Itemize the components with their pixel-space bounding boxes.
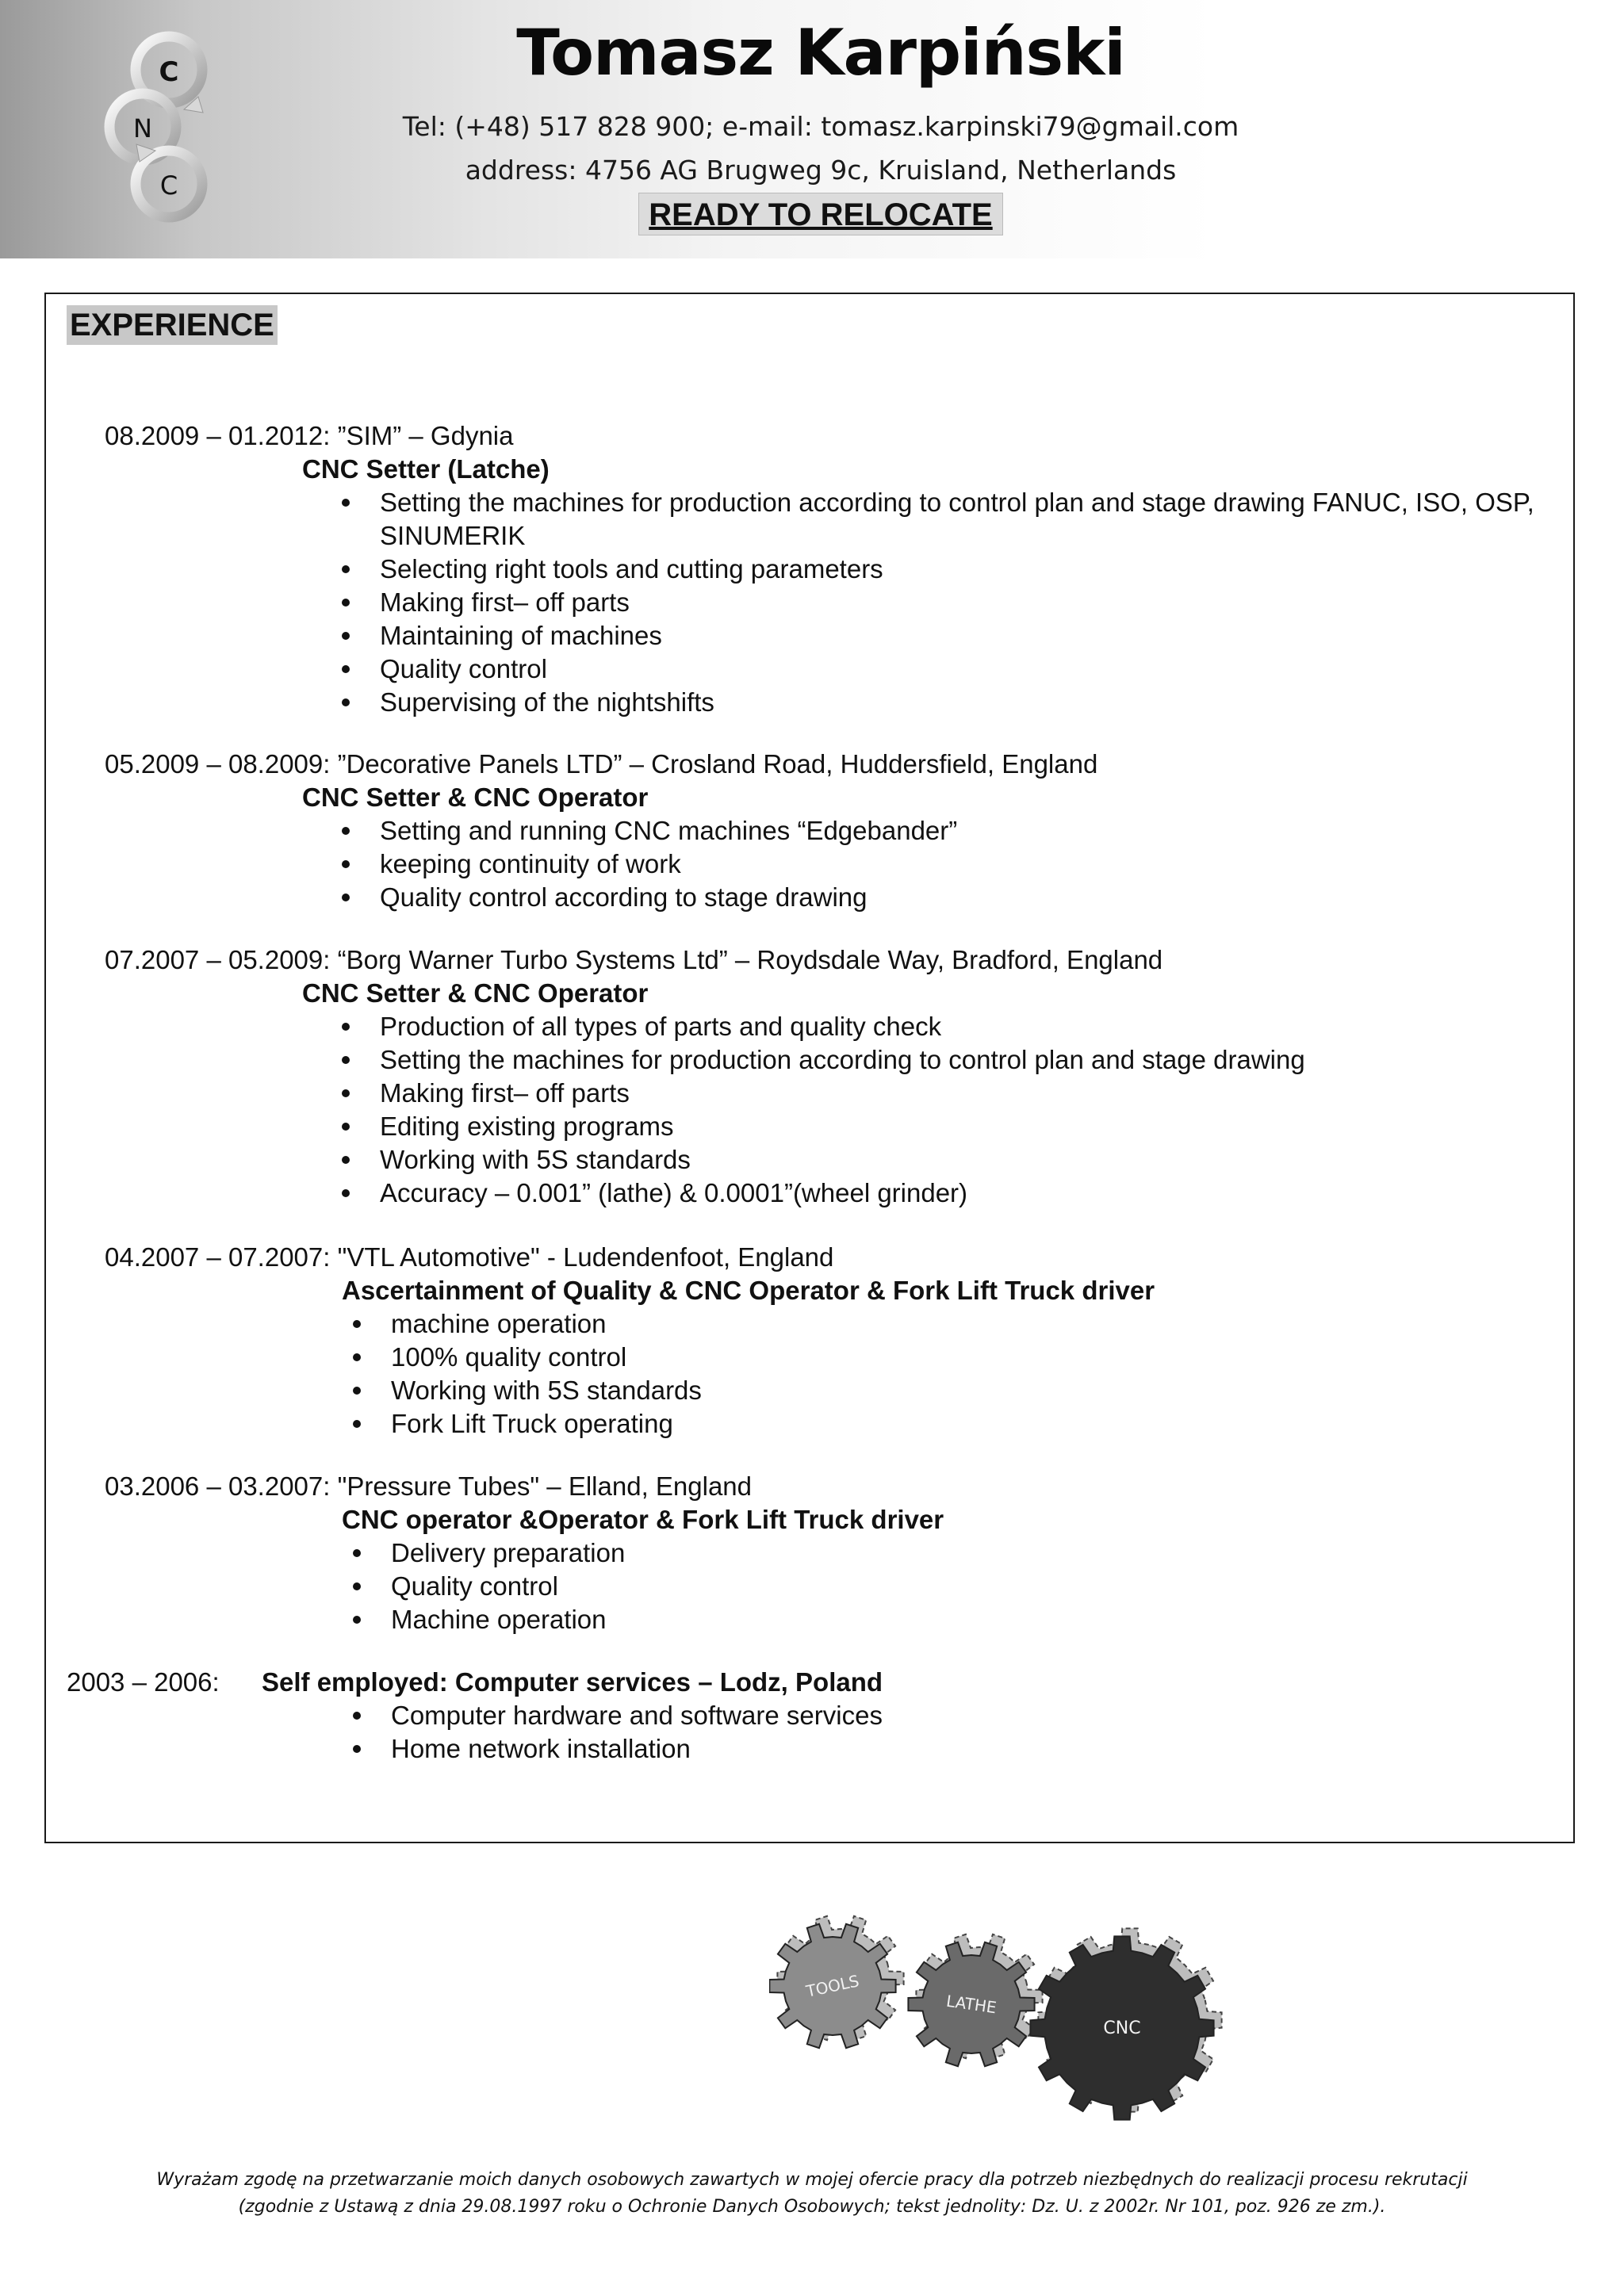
gear-label: CNC [1103, 2019, 1141, 2038]
job-role: CNC Setter & CNC Operator [302, 978, 649, 1008]
duty-item: Fork Lift Truck operating [391, 1407, 1557, 1441]
duty-item: Computer hardware and software services [391, 1699, 1557, 1732]
duty-item: Working with 5S standards [391, 1374, 1557, 1407]
job-dates: 05.2009 – 08.2009: ”Decorative Panels LTD” – Crosland Road, Huddersfield, England [105, 749, 1098, 779]
section-title: EXPERIENCE [67, 305, 278, 345]
experience-section [44, 293, 1575, 1843]
gear-label: TOOLS [804, 1971, 861, 2001]
gdpr-consent-line-2: (zgodnie z Ustawą z dnia 29.08.1997 roku o Ochronie Danych Osobowych; tekst jednolity: Dz. U. z 2002r. Nr 101, poz. 926 ze zm.). [238, 2197, 1386, 2217]
duty-item: Supervising of the nightshifts [380, 686, 1561, 719]
job-dates: 2003 – 2006: [67, 1667, 220, 1697]
duty-item: Setting the machines for production according to control plan and stage drawing [380, 1043, 1561, 1077]
duty-item: Selecting right tools and cutting parameters [380, 553, 1561, 586]
contact-info: Tel: (+48) 517 828 900; e-mail: tomasz.karpinski79@gmail.com [402, 111, 1239, 142]
logo-letter-c-bottom: C [159, 170, 178, 201]
job-dates: 03.2006 – 03.2007: "Pressure Tubes" – Elland, England [105, 1471, 753, 1501]
duty-item: Machine operation [391, 1603, 1557, 1636]
job-duties [380, 814, 1561, 914]
gear-lathe-icon [908, 1934, 1042, 2066]
duty-item: keeping continuity of work [380, 848, 1561, 881]
gears-illustration [769, 1903, 1261, 2141]
job-role: CNC Setter & CNC Operator [302, 783, 649, 812]
job-duties [380, 486, 1561, 719]
duty-item: Maintaining of machines [380, 619, 1561, 652]
job-role: Ascertainment of Quality & CNC Operator & Fork Lift Truck driver [342, 1276, 1155, 1305]
duty-item: Making first– off parts [380, 1077, 1561, 1110]
logo-letter-n: N [133, 113, 152, 144]
duty-item: Making first– off parts [380, 586, 1561, 619]
duty-item: Delivery preparation [391, 1536, 1557, 1570]
gdpr-consent-line-1: Wyrażam zgodę na przetwarzanie moich danych osobowych zawartych w mojej ofercie pracy dla potrzeb niezbędnych do realizacji procesu rekrutacji [156, 2170, 1468, 2190]
duty-item: Production of all types of parts and quality check [380, 1010, 1561, 1043]
job-duties [391, 1307, 1557, 1441]
gear-label: LATHE [944, 1991, 998, 2018]
duty-item: Setting the machines for production according to control plan and stage drawing FANUC, ISO, OSP, SINUMERIK [380, 486, 1561, 553]
duty-item: Setting and running CNC machines “Edgebander” [380, 814, 1561, 848]
job-dates: 08.2009 – 01.2012: ”SIM” – Gdynia [105, 421, 514, 450]
gear-cnc-icon [1030, 1928, 1221, 2119]
logo-letter-c-top: C [159, 56, 179, 88]
duty-item: machine operation [391, 1307, 1557, 1341]
address: address: 4756 AG Brugweg 9c, Kruisland, Netherlands [465, 155, 1177, 186]
job-duties [391, 1699, 1557, 1766]
job-duties [380, 1010, 1561, 1210]
gear-tools-icon [769, 1916, 903, 2048]
duty-item: Quality control [391, 1570, 1557, 1603]
header-banner [0, 0, 1624, 258]
duty-item: 100% quality control [391, 1341, 1557, 1374]
duty-item: Working with 5S standards [380, 1143, 1561, 1177]
candidate-name: Tomasz Karpiński [516, 16, 1125, 90]
job-duties [391, 1536, 1557, 1636]
job-role: CNC operator &Operator & Fork Lift Truck driver [342, 1505, 944, 1534]
duty-item: Accuracy – 0.001” (lathe) & 0.0001”(wheel grinder) [380, 1177, 1561, 1210]
duty-item: Home network installation [391, 1732, 1557, 1766]
duty-item: Editing existing programs [380, 1110, 1561, 1143]
job-role: CNC Setter (Latche) [302, 454, 550, 484]
job-dates: 04.2007 – 07.2007: "VTL Automotive" - Ludendenfoot, England [105, 1242, 834, 1272]
relocate-banner: READY TO RELOCATE [638, 193, 1003, 235]
duty-item: Quality control [380, 652, 1561, 686]
job-role: Self employed: Computer services – Lodz, Poland [262, 1667, 883, 1697]
duty-item: Quality control according to stage drawing [380, 881, 1561, 914]
job-dates: 07.2007 – 05.2009: “Borg Warner Turbo Systems Ltd” – Roydsdale Way, Bradford, England [105, 945, 1163, 974]
